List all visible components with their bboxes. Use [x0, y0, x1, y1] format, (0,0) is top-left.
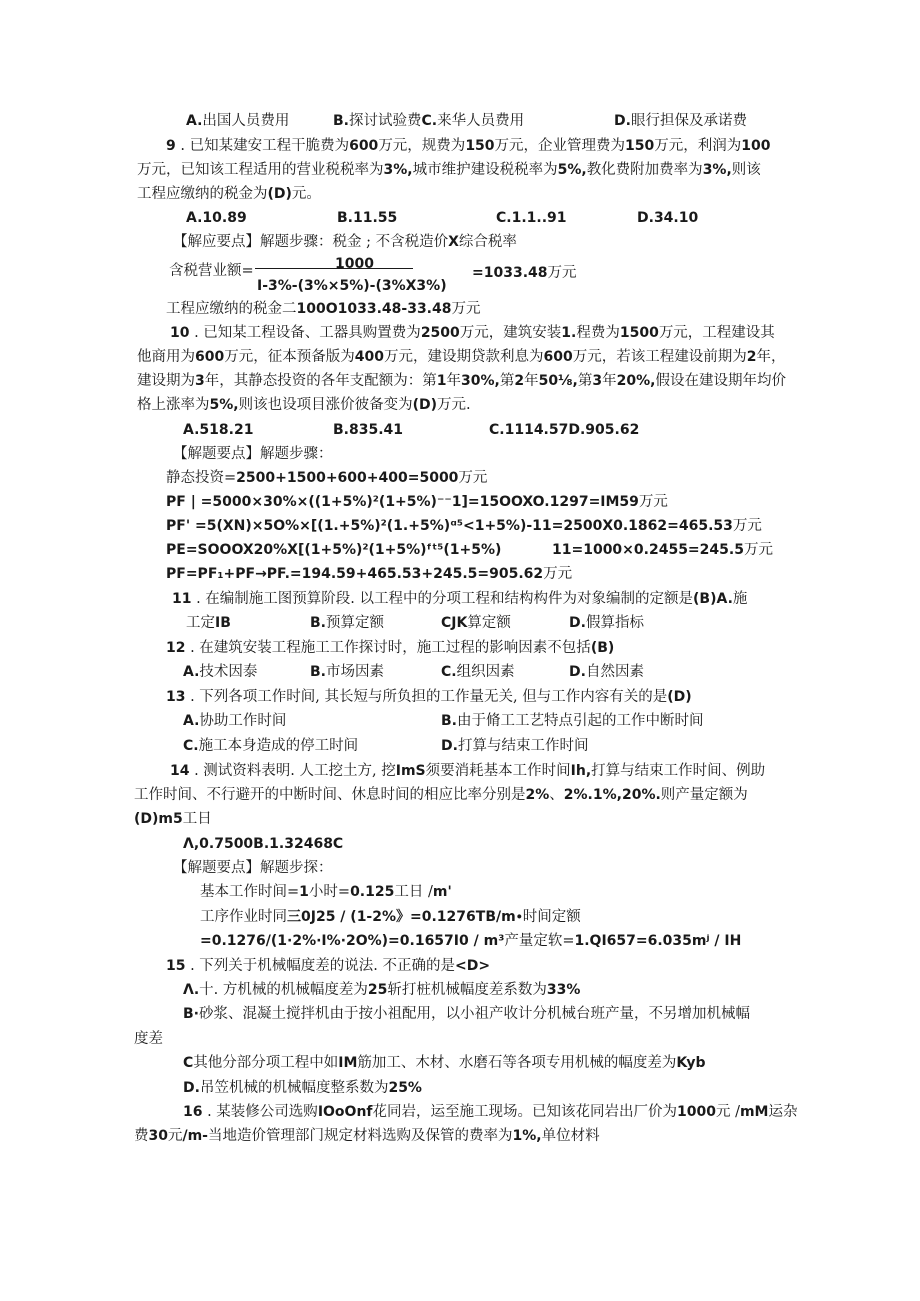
text-segment: 城市维护建设税税率为: [412, 162, 558, 178]
text-segment: 万元: [547, 265, 577, 281]
text-segment: 吊笠机械的机械幅度整系数为: [199, 1080, 389, 1096]
text-segment: IOoOnf: [317, 1104, 373, 1120]
text-segment: 万元: [638, 494, 668, 510]
text-segment: 11=1000×0.2455=245.5: [552, 542, 744, 558]
text-segment: 建设期为: [137, 373, 195, 389]
text-segment: 第: [577, 373, 593, 389]
text-segment: 600: [195, 349, 225, 365]
text-line-l21: [186, 612, 231, 634]
text-line-l18b: [552, 539, 773, 561]
text-segment: 产量定软=: [504, 933, 575, 949]
text-segment: 万元，已知该工程适用的营业税税率为: [137, 162, 384, 178]
text-line-l31: [173, 857, 333, 879]
option-o5a: [183, 661, 257, 683]
text-segment: CJK: [441, 615, 468, 631]
option-o1d: [614, 110, 747, 132]
text-line-l18a: [166, 539, 501, 561]
text-segment: 工作时间、不行避开的中断时间、休息时间的相应比率分别是: [134, 787, 526, 803]
text-line-l35: [166, 955, 490, 977]
text-segment: 元 /: [715, 1104, 740, 1120]
option-o3b: [333, 419, 403, 441]
option-o4b: [310, 612, 384, 634]
text-segment: PF | =5000×30%×((1+5%)²(1+5%)⁻⁻1]=15OOXO.1297=IM59: [166, 494, 639, 510]
text-segment: 小时=: [308, 884, 351, 900]
text-segment: 组织因素: [456, 664, 515, 680]
text-segment: B.: [333, 113, 349, 129]
text-segment: 施: [732, 591, 748, 607]
text-line-l24: [166, 686, 692, 708]
text-segment: 运杂: [768, 1104, 798, 1120]
text-segment: 单位材料: [541, 1128, 600, 1144]
text-segment: 50⅛,: [538, 373, 578, 389]
text-segment: 2: [514, 373, 525, 389]
text-line-l1: [186, 110, 289, 132]
text-segment: 30%,: [461, 373, 500, 389]
text-line-l33: [200, 906, 581, 928]
text-segment: PE=SOOOX20%X[(1+5%)²(1+5%)ᶠᵗ⁵(1+5%): [166, 542, 502, 558]
text-segment: 1000: [335, 256, 374, 272]
text-segment: 15: [166, 958, 186, 974]
text-segment: 2: [746, 349, 757, 365]
text-segment: ImS: [395, 763, 426, 779]
text-line-l34: [200, 930, 741, 952]
text-segment: 33%: [546, 982, 581, 998]
text-segment: Ih,: [570, 763, 592, 779]
text-segment: 万元: [451, 301, 481, 317]
text-segment: 万元.: [437, 397, 471, 413]
option-o2d: [637, 207, 698, 229]
text-segment: D.: [569, 664, 586, 680]
text-segment: 3%,: [383, 162, 413, 178]
text-segment: 1%,: [512, 1128, 542, 1144]
text-segment: 工程应缴纳的税金为: [137, 186, 268, 202]
text-segment: 万元，建设期贷款利息为: [383, 349, 544, 365]
text-segment: 1000: [677, 1104, 716, 1120]
text-segment: 30: [148, 1128, 168, 1144]
text-segment: 则该: [731, 162, 761, 178]
text-segment: 程费为: [576, 325, 620, 341]
text-segment: . 已知某建安工程干脆费为: [175, 138, 350, 154]
option-o6b: [441, 710, 704, 732]
text-segment: 3: [195, 373, 205, 389]
text-segment: 2%.1%,20%.: [563, 787, 661, 803]
text-segment: 万元，利润为: [654, 138, 742, 154]
text-line-l14: [173, 443, 333, 465]
text-segment: 3%,: [702, 162, 732, 178]
text-line-l29: [134, 808, 212, 830]
text-segment: 400: [354, 349, 384, 365]
text-segment: . 已知某工程设备、工器具购置费为: [189, 325, 421, 341]
text-segment: 工序作业时同: [200, 909, 287, 925]
text-line-l37: [183, 1003, 750, 1025]
text-line-l19: [166, 563, 572, 585]
text-segment: 【解应要点】解题步骤：税金 ; 不含税造价: [173, 234, 449, 250]
text-segment: 150: [625, 138, 655, 154]
text-line-l36: [183, 979, 580, 1001]
text-segment: 【解题要点】解题步骤：: [173, 446, 333, 462]
text-line-l20: [172, 588, 747, 610]
option-o2c: [496, 207, 567, 229]
option-o6c: [183, 735, 358, 757]
text-segment: A.: [183, 713, 200, 729]
option-o6a: [183, 710, 286, 732]
text-segment: Λ,0.7500B.1.32468C: [183, 836, 344, 852]
text-segment: 万元: [458, 470, 488, 486]
text-segment: D.: [441, 738, 458, 754]
text-segment: 第: [499, 373, 515, 389]
text-segment: 年，: [756, 349, 786, 365]
text-segment: B.: [310, 664, 326, 680]
text-line-l16: [166, 491, 668, 513]
text-segment: 20%,: [616, 373, 656, 389]
text-segment: (D)m5: [134, 811, 183, 827]
text-segment: . 测试资料表明. 人工挖土方, 挖: [189, 763, 396, 779]
text-line-l6: [173, 231, 517, 253]
text-segment: 假设在建设期年均价: [655, 373, 786, 389]
text-segment: IM: [338, 1055, 358, 1071]
text-segment: 度差: [134, 1031, 163, 1047]
text-segment: . 在建筑安装工程施工工作探讨时，施工过程的影响因素不包括: [185, 640, 591, 656]
text-segment: D.: [614, 113, 631, 129]
text-segment: 技术因泰: [199, 664, 258, 680]
text-segment: 探讨试验费: [349, 113, 422, 129]
option-f_res: [472, 262, 577, 284]
text-segment: 打算与结束工作时间、例助: [591, 763, 766, 779]
option-o1b: [333, 110, 524, 132]
text-segment: 2%: [525, 787, 550, 803]
text-segment: B.11.55: [337, 210, 398, 226]
text-segment: A.10.89: [186, 210, 247, 226]
option-o5d: [569, 661, 644, 683]
text-line-l7: [169, 260, 254, 282]
option-o5b: [310, 661, 384, 683]
text-segment: 费: [134, 1128, 149, 1144]
text-segment: 工定: [186, 615, 215, 631]
text-segment: B.: [310, 615, 326, 631]
text-segment: 1: [299, 884, 309, 900]
text-segment: 100: [741, 138, 771, 154]
text-segment: 须要消耗基本工作时间: [425, 763, 571, 779]
text-segment: 16: [183, 1104, 203, 1120]
option-f_den: [257, 275, 447, 297]
text-segment: 十. 方机械的机械幅度差为: [199, 982, 368, 998]
text-segment: 年: [446, 373, 461, 389]
text-segment: 万元，建筑安装: [459, 325, 562, 341]
text-segment: 25: [367, 982, 388, 998]
text-segment: 5%,: [209, 397, 239, 413]
text-segment: 元。: [291, 186, 321, 202]
text-line-l17: [166, 515, 762, 537]
text-segment: 11: [172, 591, 192, 607]
text-segment: (D): [267, 186, 292, 202]
text-segment: 打算与结束工作时间: [457, 738, 589, 754]
text-line-l4: [137, 183, 321, 205]
text-line-l30: [183, 833, 343, 855]
text-segment: 含税营业额=: [169, 263, 254, 279]
text-segment: 砂浆、混凝土搅拌机由于按小祖配用，以小祖产收计分机械台班产量，不另增加机械幅: [199, 1006, 750, 1022]
text-segment: (B)A.: [693, 591, 733, 607]
text-segment: 年: [524, 373, 539, 389]
text-segment: C.1.1..91: [496, 210, 567, 226]
text-segment: C: [183, 1055, 194, 1071]
text-segment: 【解题要点】解题步探：: [173, 860, 333, 876]
text-segment: 0.125: [350, 884, 395, 900]
text-segment: =0.1276/(1∙2%∙I%∙2O%)=0.1657I0 / m³: [200, 933, 505, 949]
text-segment: C.1114.57D.905.62: [489, 422, 640, 438]
text-segment: A.518.21: [183, 422, 254, 438]
text-segment: 14: [170, 763, 190, 779]
text-segment: 静态投资=: [166, 470, 237, 486]
text-segment: 25%: [388, 1080, 422, 1096]
text-segment: 1: [436, 373, 447, 389]
text-line-l8: [166, 298, 480, 320]
text-segment: . 下列各项工作时间, 其长短与所负担的工作量无关, 但与工作内容有关的是: [185, 689, 668, 705]
text-segment: 150: [465, 138, 495, 154]
text-line-l22: [166, 637, 614, 659]
text-segment: 筋加工、木材、水磨石等各项专用机械的幅度差为: [357, 1055, 677, 1071]
text-segment: 其他分部分项工程中如: [193, 1055, 339, 1071]
text-segment: 眼行担保及承诺费: [630, 113, 747, 129]
option-o2b: [337, 207, 397, 229]
text-segment: mM: [739, 1104, 769, 1120]
text-segment: A.: [186, 113, 203, 129]
text-segment: 综合税率: [458, 234, 517, 250]
text-segment: 他商用为: [137, 349, 195, 365]
text-segment: C.: [421, 113, 438, 129]
text-segment: 当地造价管理部门规定材料选购及保管的费率为: [208, 1128, 513, 1144]
text-segment: 格上涨率为: [137, 397, 210, 413]
text-line-l3: [137, 159, 761, 181]
text-segment: I-3%-(3%×5%)-(3%X3%): [257, 278, 447, 294]
text-segment: 3: [592, 373, 603, 389]
text-segment: 则该也设项目涨价彼备变为: [238, 397, 413, 413]
text-line-l9: [170, 322, 775, 344]
text-segment: C.: [183, 738, 199, 754]
text-segment: 来华人员费用: [437, 113, 525, 129]
fraction-bar: [255, 268, 413, 269]
text-segment: PF=PF₁+PF→PF.=194.59+465.53+245.5=905.62: [166, 566, 544, 582]
text-segment: 万元，规费为: [378, 138, 466, 154]
text-segment: 则产量定额为: [660, 787, 748, 803]
text-segment: 工日 /: [394, 884, 433, 900]
option-o3c: [489, 419, 639, 441]
text-segment: 元: [167, 1128, 183, 1144]
text-segment: D.34.10: [637, 210, 699, 226]
text-segment: 1500: [619, 325, 659, 341]
text-segment: 假算指标: [585, 615, 644, 631]
text-segment: 预算定额: [326, 615, 384, 631]
text-segment: ∙时间定额: [515, 909, 581, 925]
text-segment: (D): [412, 397, 438, 413]
text-segment: 工日: [182, 811, 212, 827]
option-o4c: [441, 612, 511, 634]
text-segment: B.835.41: [333, 422, 404, 438]
text-segment: 13: [166, 689, 186, 705]
text-line-l11: [137, 370, 786, 392]
text-segment: B∙: [183, 1006, 199, 1022]
text-segment: 9: [166, 138, 176, 154]
text-segment: A.: [183, 664, 200, 680]
text-segment: <D>: [455, 958, 491, 974]
option-o5c: [441, 661, 515, 683]
text-segment: 万元，征本预备版为: [224, 349, 355, 365]
text-segment: 花同岩，运至施工现场。已知该花同岩出厂价为: [372, 1104, 677, 1120]
text-segment: 5%,: [557, 162, 587, 178]
text-line-l12: [137, 394, 471, 416]
text-segment: B.: [441, 713, 457, 729]
text-segment: 斩打桩机械幅度差系数为: [387, 982, 547, 998]
text-segment: 三0J25 / (1-2%》=0.1276TB/m: [287, 909, 516, 925]
text-segment: 自然因素: [585, 664, 644, 680]
text-segment: 1.: [561, 325, 577, 341]
text-segment: 工程应缴纳的税金二: [166, 301, 297, 317]
text-segment: (B): [590, 640, 615, 656]
text-segment: 施工本身造成的停工时间: [198, 738, 359, 754]
text-segment: =1033.48: [472, 265, 548, 281]
text-line-l42: [134, 1125, 600, 1147]
text-segment: 万元，若该工程建设前期为: [572, 349, 747, 365]
text-line-l41: [183, 1101, 798, 1123]
text-line-l38: [134, 1028, 163, 1050]
text-segment: 协助工作时间: [199, 713, 287, 729]
text-segment: 出国人员费用: [202, 113, 290, 129]
text-line-l27: [170, 760, 765, 782]
text-line-l15: [166, 467, 487, 489]
text-segment: /m-: [182, 1128, 208, 1144]
text-segment: 600: [349, 138, 379, 154]
option-o2a: [186, 207, 247, 229]
text-segment: 1.QI657=6.035mʲ / IH: [574, 933, 742, 949]
text-segment: 基本工作时间=: [200, 884, 300, 900]
text-line-l28: [134, 784, 748, 806]
text-segment: (D): [667, 689, 692, 705]
text-segment: . 下列关于机械幅度差的说法. 不正确的是: [185, 958, 456, 974]
text-segment: D.: [569, 615, 586, 631]
text-segment: 10: [170, 325, 190, 341]
option-f_num: [335, 253, 374, 275]
text-line-l32: [200, 881, 452, 903]
text-segment: 万元: [543, 566, 573, 582]
text-segment: 万元，企业管理费为: [494, 138, 626, 154]
text-segment: 由于脩工工艺特点引起的工作中断时间: [457, 713, 704, 729]
text-segment: PF' =5(XN)×5O%×[(1.+5%)²(1.+5%)ᵅ⁵<1+5%)-11=2500X0.1862=465.53: [166, 518, 733, 534]
text-segment: 100O1033.48-33.48: [296, 301, 452, 317]
text-segment: IB: [215, 615, 231, 631]
text-segment: 万元: [743, 542, 773, 558]
text-segment: . 在编制施工图预算阶段. 以工程中的分项工程和结构构件为对象编制的定额是: [191, 591, 694, 607]
text-segment: m': [432, 884, 452, 900]
text-segment: 教化费附加费率为: [586, 162, 703, 178]
text-line-l10: [137, 346, 785, 368]
text-segment: . 某装修公司选购: [202, 1104, 318, 1120]
text-line-l39: [183, 1052, 706, 1074]
text-segment: 年，其静态投资的各年支配额为：第: [204, 373, 437, 389]
option-o6d: [441, 735, 588, 757]
text-line-l40: [183, 1077, 422, 1099]
text-segment: 年: [602, 373, 617, 389]
option-o4d: [569, 612, 644, 634]
text-segment: 万元: [732, 518, 762, 534]
text-segment: 万元，工程建设其: [658, 325, 775, 341]
text-segment: 12: [166, 640, 186, 656]
text-segment: 、: [549, 787, 564, 803]
text-line-l2: [166, 135, 771, 157]
text-segment: Kyb: [676, 1055, 706, 1071]
text-segment: 2500+1500+600+400=5000: [236, 470, 459, 486]
text-segment: 算定额: [467, 615, 511, 631]
text-segment: 2500: [420, 325, 460, 341]
option-o3a: [183, 419, 253, 441]
text-segment: D.: [183, 1080, 200, 1096]
text-segment: Λ.: [183, 982, 200, 998]
text-segment: X: [448, 234, 459, 250]
text-segment: 市场因素: [326, 664, 384, 680]
text-segment: 600: [543, 349, 573, 365]
text-segment: C.: [441, 664, 457, 680]
